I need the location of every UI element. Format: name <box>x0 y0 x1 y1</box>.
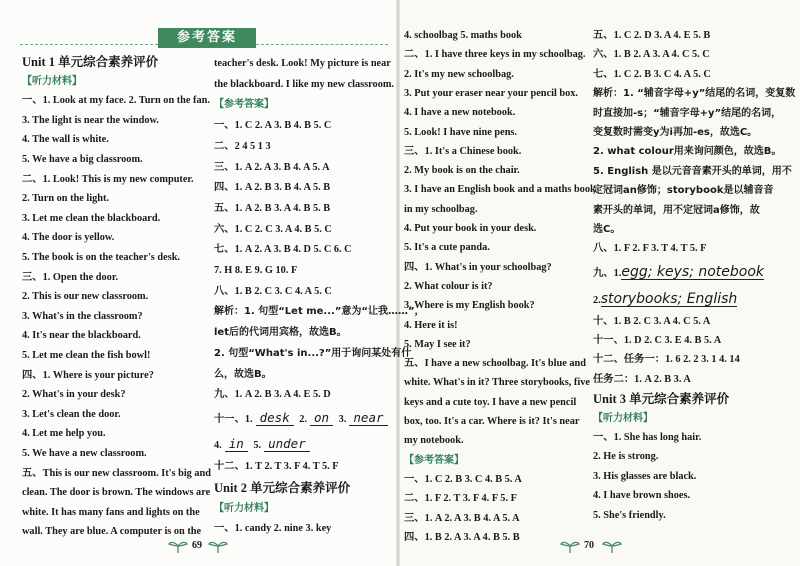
answer-line: 2. It's my new schoolbag. <box>404 68 514 80</box>
answer-line: 五、This is our new classroom. It's big and <box>22 467 212 479</box>
answer-line: 5. May I see it? <box>404 338 471 350</box>
answer-line: 3. Let's clean the door. <box>22 408 121 420</box>
answer-line: 4. I have a new notebook. <box>404 107 516 119</box>
answer-line: 2. My book is on the chair. <box>404 165 520 177</box>
header-rule-right <box>256 44 388 45</box>
answer-line: 五、1. A 2. B 3. A 4. B 5. B <box>214 202 331 214</box>
explanation-line: 变复数时需变y为i再加-es，故选C。 <box>593 127 758 138</box>
handwritten-answer: near <box>349 411 387 426</box>
answer-line: 4. I have brown shoes. <box>593 490 691 502</box>
sprout-icon <box>208 538 228 554</box>
answer-line: 2. This is our new classroom. <box>22 291 149 303</box>
sprout-icon <box>560 538 580 554</box>
explanation-line: 么，故选B。 <box>214 368 272 380</box>
answer-line: 5. The book is on the teacher's desk. <box>22 252 180 263</box>
answer-line: 3. The light is near the window. <box>22 114 159 126</box>
sprout-icon <box>168 538 188 554</box>
answer-line: 八、1. B 2. C 3. C 4. A 5. C <box>214 285 332 297</box>
section-tag: 【参考答案】 <box>214 99 274 111</box>
answer-line: 二、1. F 2. T 3. F 4. F 5. F <box>404 493 517 505</box>
answer-line: 5. Let me clean the fish bowl! <box>22 350 151 361</box>
answer-line: 十二、1. T 2. T 3. F 4. T 5. F <box>214 461 339 473</box>
answer-line: 3. Where is my English book? <box>404 300 535 312</box>
handwritten-answer: egg; keys; notebook <box>621 264 765 281</box>
explanation-line: 解析：1. 句型“Let me...”意为“让我……”， <box>214 306 425 318</box>
question-number: 九、1. <box>593 268 622 280</box>
answer-key-banner: 参考答案 <box>158 28 256 48</box>
explanation-line: 解析：1. “辅音字母+y”结尾的名词，变复数 <box>593 88 796 100</box>
answer-line: 3. Put your eraser near your pencil box. <box>404 87 578 99</box>
answer-line: 5. We have a big classroom. <box>22 154 143 165</box>
handwritten-answer: in <box>225 437 248 452</box>
question-number: 十一、1. <box>214 413 253 425</box>
answer-line: 三、1. A 2. A 3. B 4. A 5. A <box>214 161 330 173</box>
answer-line: 一、1. She has long hair. <box>593 432 702 443</box>
section-tag: 【听力材料】 <box>214 502 274 514</box>
answer-line: keys and a cute toy. I have a new pencil <box>404 396 577 408</box>
explanation-line: 定冠词an修饰；storybook是以辅音音 <box>593 185 774 197</box>
section-heading: Unit 3 单元综合素养评价 <box>593 392 730 407</box>
handwritten-answer-line: 4. in 5. under <box>214 437 313 453</box>
answer-line: 一、1. candy 2. nine 3. key <box>214 523 332 535</box>
answer-line: 八、1. F 2. F 3. T 4. T 5. F <box>593 243 707 255</box>
answer-line: box, too. It's a car. Where is it? It's near <box>404 416 580 427</box>
answer-line: 七、1. A 2. A 3. B 4. D 5. C 6. C <box>214 244 352 256</box>
answer-line: the blackboard. I like my new classroom. <box>214 78 395 90</box>
answer-line: 3. I have an English book and a maths book <box>404 184 596 196</box>
explanation-line: 时直接加-s；“辅音字母+y”结尾的名词， <box>593 107 782 119</box>
explanation-line: 选C。 <box>593 224 621 235</box>
answer-line: in my schoolbag. <box>404 203 478 215</box>
answer-line: 3. Let me clean the blackboard. <box>22 212 161 224</box>
answer-line: 7. H 8. E 9. G 10. F <box>214 265 298 276</box>
handwritten-answer: storybooks; English <box>600 290 738 307</box>
answer-line: 七、1. C 2. B 3. C 4. A 5. C <box>593 68 711 80</box>
answer-line: 四、1. Where is your picture? <box>22 369 154 381</box>
handwritten-answer: on <box>310 411 333 426</box>
answer-line: 一、1. C 2. B 3. C 4. B 5. A <box>404 473 522 485</box>
answer-line: 十一、1. D 2. C 3. E 4. B 5. A <box>593 335 722 346</box>
answer-line: 2. What colour is it? <box>404 280 493 292</box>
answer-line: 三、1. A 2. A 3. B 4. A 5. A <box>404 512 520 524</box>
section-tag: 【参考答案】 <box>404 454 464 466</box>
answer-line: 4. schoolbag 5. maths book <box>404 30 522 41</box>
answer-line: 5. We have a new classroom. <box>22 448 147 459</box>
answer-line: 四、1. B 2. A 3. A 4. B 5. B <box>404 531 520 543</box>
book-spine <box>396 0 400 566</box>
answer-line: 四、1. A 2. B 3. B 4. A 5. B <box>214 182 331 194</box>
answer-line: 九、1. A 2. B 3. A 4. E 5. D <box>214 389 331 401</box>
answer-line: white. What's in it? Three storybooks, five <box>404 377 590 389</box>
answer-line: 六、1. C 2. C 3. A 4. B 5. C <box>214 223 332 235</box>
answer-line: wall. They are blue. A computer is on the <box>22 526 202 538</box>
answer-line: 五、I have a new schoolbag. It's blue and <box>404 358 586 370</box>
answer-line: 十、1. B 2. C 3. A 4. C 5. A <box>593 315 711 327</box>
explanation-line: 5. English 是以元音音素开头的单词，用不 <box>593 165 792 177</box>
answer-line: 六、1. B 2. A 3. A 4. C 5. C <box>593 49 710 61</box>
question-number: 2. <box>593 294 601 306</box>
section-tag: 【听力材料】 <box>22 75 82 87</box>
section-tag: 【听力材料】 <box>593 412 653 424</box>
answer-line: 5. It's a cute panda. <box>404 242 490 254</box>
answer-line: 2. He is strong. <box>593 451 659 463</box>
explanation-line: 2. what colour用来询问颜色，故选B。 <box>593 146 782 158</box>
header-rule-left <box>20 44 158 45</box>
answer-line: 2. What's in your desk? <box>22 389 126 401</box>
page-number-left: 69 <box>192 540 202 551</box>
answer-line: clean. The door is brown. The windows are <box>22 487 211 499</box>
handwritten-answer: desk <box>256 411 294 426</box>
explanation-line: let后的代词用宾格，故选B。 <box>214 327 347 339</box>
section-heading: Unit 2 单元综合素养评价 <box>214 481 351 495</box>
answer-line: teacher's desk. Look! My picture is near <box>214 58 391 69</box>
answer-line: white. It has many fans and lights on the <box>22 506 200 518</box>
section-heading: Unit 1 单元综合素养评价 <box>22 55 159 69</box>
answer-line: 二、1. Look! This is my new computer. <box>22 173 194 185</box>
answer-line: 4. It's near the blackboard. <box>22 330 141 342</box>
answer-line: 十二、任务一：1. 6 2. 2 3. 1 4. 14 <box>593 354 740 366</box>
handwritten-answer: under <box>264 437 310 452</box>
answer-line: 五、1. C 2. D 3. A 4. E 5. B <box>593 30 711 41</box>
page-number-right: 70 <box>584 540 594 551</box>
answer-line: 四、1. What's in your schoolbag? <box>404 261 552 273</box>
explanation-line: 素开头的单词，用不定冠词a修饰，故 <box>593 204 760 216</box>
sprout-icon <box>602 538 622 554</box>
explanation-line: 2. 句型“What's in...?”用于询问某处有什 <box>214 347 412 359</box>
answer-line: 二、1. I have three keys in my schoolbag. <box>404 49 586 61</box>
answer-line: 二、2 4 5 1 3 <box>214 140 271 152</box>
answer-line: 一、1. C 2. A 3. B 4. B 5. C <box>214 120 332 132</box>
answer-line: 4. The door is yellow. <box>22 232 115 244</box>
answer-line: 三、1. Open the door. <box>22 271 119 283</box>
answer-line: 5. She's friendly. <box>593 509 666 521</box>
answer-line: 2. Turn on the light. <box>22 193 109 205</box>
answer-line: 4. Put your book in your desk. <box>404 223 537 234</box>
answer-line: 三、1. It's a Chinese book. <box>404 145 522 157</box>
answer-line: 4. Let me help you. <box>22 428 106 440</box>
answer-line: 4. Here it is! <box>404 319 458 331</box>
answer-line: my notebook. <box>404 435 464 447</box>
answer-line: 任务二：1. A 2. B 3. A <box>593 373 691 385</box>
handwritten-answer-line <box>593 292 737 308</box>
handwritten-answer-line: 十一、1. desk 2. on 3. near <box>214 411 391 427</box>
answer-line: 一、1. Look at my face. 2. Turn on the fan. <box>22 95 210 107</box>
answer-line: 4. The wall is white. <box>22 134 109 146</box>
answer-line: 5. Look! I have nine pens. <box>404 126 518 138</box>
answer-line: 3. His glasses are black. <box>593 470 697 482</box>
answer-line: 3. What's in the classroom? <box>22 310 143 322</box>
handwritten-answer-line <box>593 265 764 281</box>
